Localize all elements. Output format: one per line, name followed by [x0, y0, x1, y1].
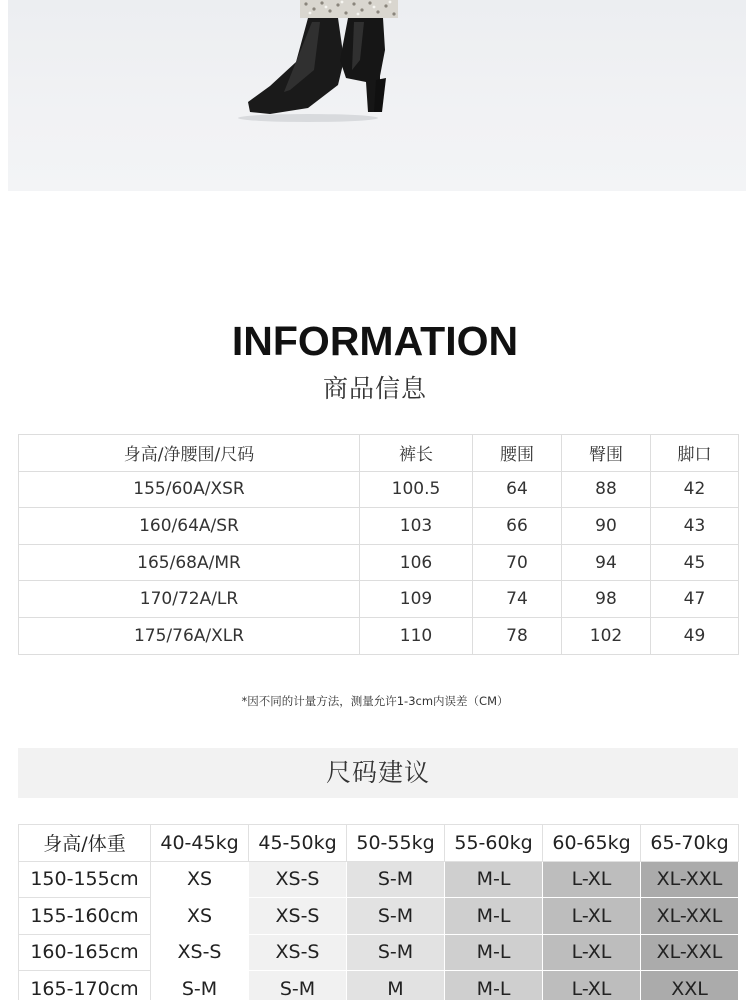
size-cell: XL-XXL [641, 898, 739, 935]
size-cell: XS-S [249, 934, 347, 971]
boots-illustration [8, 0, 746, 191]
size-header-cell: 65-70kg [641, 825, 739, 862]
spec-row [19, 581, 739, 618]
spec-row [19, 471, 739, 508]
spec-cell: 47 [651, 581, 739, 618]
spec-cell: 109 [360, 581, 473, 618]
spec-header-cell: 脚口 [651, 435, 739, 472]
spec-cell: 94 [562, 544, 651, 581]
size-cell: M-L [445, 898, 543, 935]
spec-cell: 110 [360, 617, 473, 654]
size-cell: S-M [347, 861, 445, 898]
spec-row [19, 508, 739, 545]
spec-cell: 43 [651, 508, 739, 545]
height-cell: 165-170cm [19, 971, 151, 1000]
spec-cell: 90 [562, 508, 651, 545]
size-row [19, 971, 739, 1000]
spec-cell: 88 [562, 471, 651, 508]
size-header-cell: 身高/体重 [19, 825, 151, 862]
spec-cell: 165/68A/MR [19, 544, 360, 581]
size-cell: XS [151, 861, 249, 898]
spec-table [18, 434, 739, 655]
size-cell: XS-S [151, 934, 249, 971]
spec-cell: 64 [473, 471, 562, 508]
product-photo [8, 0, 746, 191]
size-cell: XXL [641, 971, 739, 1000]
size-cell: XS-S [249, 861, 347, 898]
spec-header-cell: 裤长 [360, 435, 473, 472]
size-cell: L-XL [543, 898, 641, 935]
spec-cell: 66 [473, 508, 562, 545]
spec-cell: 160/64A/SR [19, 508, 360, 545]
spec-cell: 170/72A/LR [19, 581, 360, 618]
spec-header-cell: 身高/净腰围/尺码 [19, 435, 360, 472]
product-info-subtitle: 商品信息 [322, 374, 427, 403]
size-row [19, 898, 739, 935]
spec-cell: 102 [562, 617, 651, 654]
size-cell: S-M [347, 898, 445, 935]
spec-cell: 45 [651, 544, 739, 581]
size-header-cell: 40-45kg [151, 825, 249, 862]
size-cell: XL-XXL [641, 861, 739, 898]
spec-row [19, 544, 739, 581]
height-cell: 160-165cm [19, 934, 151, 971]
size-cell: L-XL [543, 934, 641, 971]
size-row [19, 861, 739, 898]
size-row [19, 934, 739, 971]
size-cell: XL-XXL [641, 934, 739, 971]
size-cell: S-M [151, 971, 249, 1000]
spec-cell: 49 [651, 617, 739, 654]
spec-cell: 103 [360, 508, 473, 545]
spec-cell: 98 [562, 581, 651, 618]
size-cell: M-L [445, 971, 543, 1000]
spec-cell: 74 [473, 581, 562, 618]
spec-cell: 155/60A/XSR [19, 471, 360, 508]
size-cell: XS [151, 898, 249, 935]
size-advice-title: 尺码建议 [18, 748, 738, 798]
spec-header-cell: 腰围 [473, 435, 562, 472]
size-advice-table [18, 824, 739, 1000]
spec-cell: 106 [360, 544, 473, 581]
spec-header-cell: 臀围 [562, 435, 651, 472]
size-header-cell: 50-55kg [347, 825, 445, 862]
size-cell: L-XL [543, 861, 641, 898]
spec-cell: 78 [473, 617, 562, 654]
height-cell: 150-155cm [19, 861, 151, 898]
size-header-row [19, 825, 739, 862]
spec-cell: 175/76A/XLR [19, 617, 360, 654]
size-cell: S-M [249, 971, 347, 1000]
size-header-cell: 45-50kg [249, 825, 347, 862]
measurement-note: *因不同的计量方法，测量允许1-3cm内误差（CM） [241, 694, 509, 708]
spec-cell: 70 [473, 544, 562, 581]
spec-row [19, 617, 739, 654]
information-title: INFORMATION [231, 318, 519, 364]
spec-cell: 100.5 [360, 471, 473, 508]
size-cell: S-M [347, 934, 445, 971]
size-cell: L-XL [543, 971, 641, 1000]
spec-cell: 42 [651, 471, 739, 508]
size-cell: M-L [445, 861, 543, 898]
height-cell: 155-160cm [19, 898, 151, 935]
size-cell: M [347, 971, 445, 1000]
size-cell: XS-S [249, 898, 347, 935]
size-cell: M-L [445, 934, 543, 971]
spec-header-row [19, 435, 739, 472]
size-header-cell: 60-65kg [543, 825, 641, 862]
size-header-cell: 55-60kg [445, 825, 543, 862]
